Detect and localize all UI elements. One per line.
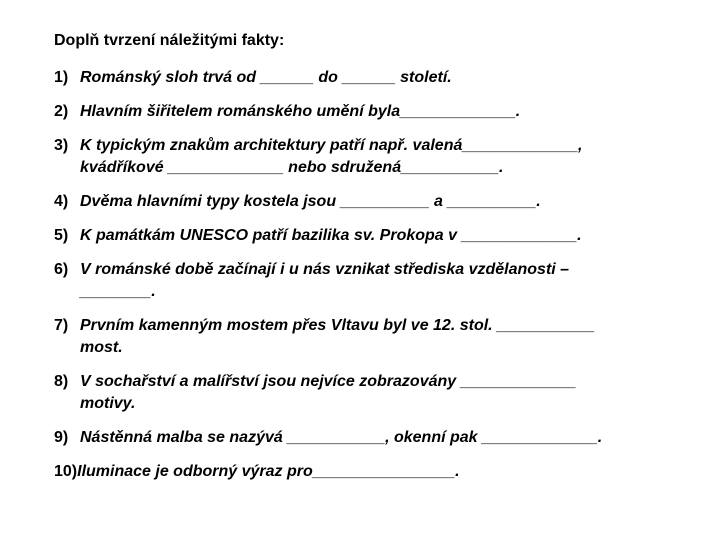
question-number: 3)	[54, 137, 69, 154]
question-number: 4)	[54, 193, 69, 210]
question-text	[80, 225, 694, 247]
question-7	[54, 315, 694, 359]
question-text	[80, 191, 694, 213]
question-line: K typickým znakům architektury patří např. valená_____________,	[80, 137, 583, 154]
question-number: 6)	[54, 261, 69, 278]
question-3	[54, 135, 694, 179]
question-text	[80, 371, 694, 415]
question-line: K památkám UNESCO patří bazilika sv. Prokopa v _____________.	[80, 227, 582, 244]
question-line: Iluminace je odborný výraz pro________________.	[77, 463, 460, 480]
question-number: 10)	[54, 463, 78, 480]
question-4	[54, 191, 694, 213]
question-text	[80, 427, 694, 449]
question-text	[80, 315, 694, 359]
question-5	[54, 225, 694, 247]
worksheet-title: Doplň tvrzení náležitými fakty:	[54, 32, 285, 49]
question-line: Hlavním šiřitelem románského umění byla_____________.	[80, 103, 521, 120]
question-line: V románské době začínají i u nás vznikat střediska vzdělanosti –	[80, 261, 570, 278]
question-number: 2)	[54, 103, 69, 120]
question-6	[54, 259, 694, 303]
question-number: 9)	[54, 429, 69, 446]
question-number: 5)	[54, 227, 69, 244]
question-line: V sochařství a malířství jsou nejvíce zobrazovány _____________	[80, 373, 577, 390]
question-2	[54, 101, 694, 123]
question-text	[80, 67, 694, 89]
question-number: 8)	[54, 373, 69, 390]
question-line: ________.	[80, 283, 156, 300]
question-9	[54, 427, 694, 449]
question-text	[80, 259, 694, 303]
question-1	[54, 67, 694, 89]
question-text	[80, 135, 694, 179]
question-8	[54, 371, 694, 415]
question-line: Prvním kamenným mostem přes Vltavu byl ve 12. stol. ___________	[80, 317, 595, 334]
question-line: kvádříkové _____________ nebo sdružená___________.	[80, 159, 504, 176]
question-line: Nástěnná malba se nazývá ___________, okenní pak _____________.	[80, 429, 603, 446]
worksheet	[54, 30, 694, 495]
question-text	[80, 101, 694, 123]
question-line: Románský sloh trvá od ______ do ______ století.	[80, 69, 452, 86]
question-number: 7)	[54, 317, 69, 334]
question-line: most.	[80, 339, 123, 356]
question-line: Dvěma hlavními typy kostela jsou __________ a __________.	[80, 193, 541, 210]
question-number: 1)	[54, 69, 69, 86]
question-10	[54, 461, 694, 483]
question-line: motivy.	[80, 395, 136, 412]
question-text	[77, 461, 694, 483]
